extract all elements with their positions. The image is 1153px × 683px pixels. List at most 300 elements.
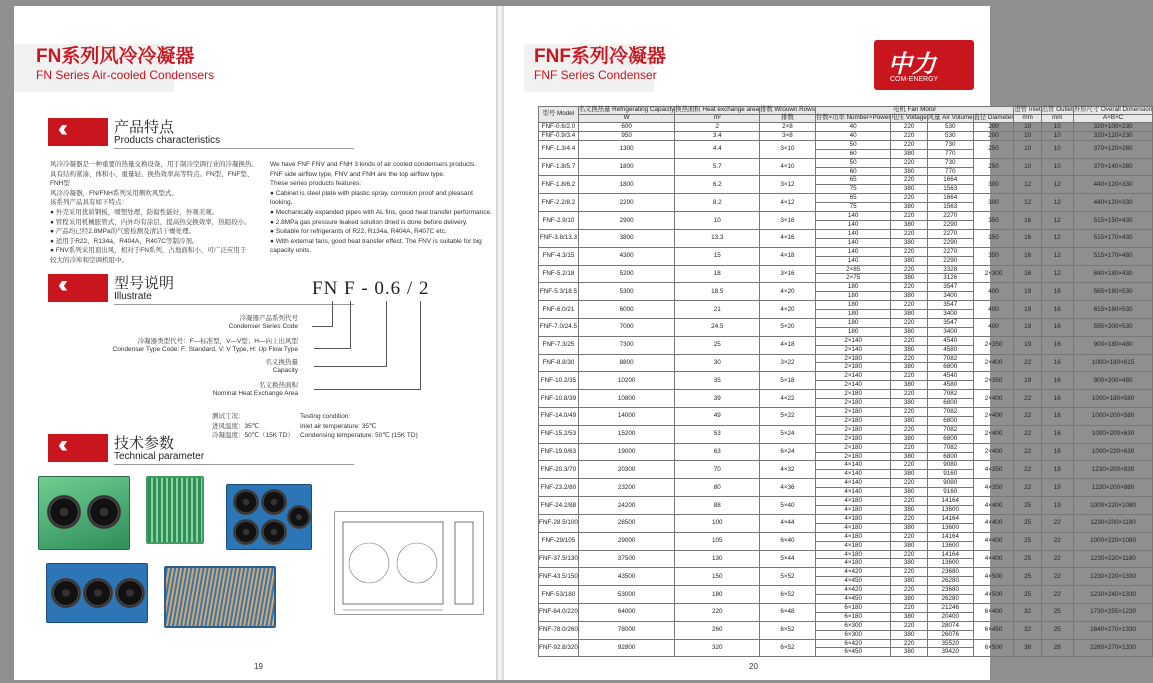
table-cell: 3×22 [760,354,816,372]
table-cell: 220 [891,479,927,488]
table-cell: 3800 [578,229,675,247]
table-cell: 25 [1041,621,1073,639]
table-cell: 220 [891,301,927,310]
table-row [539,390,1153,399]
table-cell: 4×180 [815,514,891,523]
table-cell: FNF-7.3/25 [539,336,579,354]
table-cell: 10200 [578,372,675,390]
table-cell: 220 [891,265,927,274]
table-row [539,372,1153,381]
table-cell: 1230×200×1180 [1073,514,1152,532]
annotation-series-code: 冷凝器产品系列代号 Condenser Series Code [228,315,298,330]
table-cell: 6800 [927,399,973,408]
table-row [539,621,1153,630]
table-cell: 32 [1014,603,1041,621]
table-cell: 88 [675,497,760,515]
table-cell: 380 [891,167,927,176]
table-cell: 25 [1014,568,1041,586]
table-cell: 5200 [578,265,675,283]
table-cell: 530 [927,131,973,140]
text-line: These series products features: [270,180,362,188]
table-row [539,479,1153,488]
table-cell: 15 [675,247,760,265]
table-cell: 100 [675,514,760,532]
right-page [504,6,1153,680]
table-cell: 380 [891,612,927,621]
table-cell: 1000×180×615 [1073,354,1152,372]
illustrate-title-cn: 型号说明 [114,275,175,292]
table-cell: 140 [815,238,891,247]
table-cell: 380 [891,523,927,532]
table-cell: 150 [675,568,760,586]
table-cell: 350 [973,229,1014,247]
table-cell: 22 [1014,461,1041,479]
table-cell: 4540 [927,336,973,345]
table-cell: 22 [1014,390,1041,408]
header-inlet: 进管 Inlet [1014,106,1041,114]
table-cell: 22 [1041,532,1073,550]
table-cell: 2×8 [760,123,816,132]
table-cell: 6×40 [760,532,816,550]
table-cell: 220 [891,229,927,238]
table-cell: 1230×220×1180 [1073,550,1152,568]
table-cell: 18.5 [675,283,760,301]
table-cell: 4×400 [973,497,1014,515]
table-cell: 16 [1041,425,1073,443]
table-row [539,532,1153,541]
table-cell: 5×20 [760,318,816,336]
table-cell: 2×180 [815,399,891,408]
table-cell: 6×500 [973,639,1014,657]
table-cell: 6×180 [815,603,891,612]
table-cell: 13600 [927,523,973,532]
table-cell: 220 [891,194,927,203]
table-cell: 250 [973,140,1014,158]
table-cell: 320×120×230 [1073,131,1152,140]
table-row [539,176,1153,185]
table-cell: 220 [891,532,927,541]
table-cell: 220 [891,336,927,345]
table-cell: 22 [1014,408,1041,426]
table-cell: 220 [891,408,927,417]
table-row [539,140,1153,149]
table-cell: 6×450 [815,648,891,657]
table-cell: 19 [1014,336,1041,354]
table-cell: 380 [891,488,927,497]
table-cell: 2×85 [815,265,891,274]
table-cell: 43500 [578,568,675,586]
table-cell: 4540 [927,372,973,381]
chevron-icon [48,118,108,146]
table-cell: 380 [891,238,927,247]
table-cell: 220 [891,639,927,648]
table-cell: 35520 [927,639,973,648]
table-row [539,301,1153,310]
table-cell: 10 [1041,131,1073,140]
table-cell: 29000 [578,532,675,550]
table-cell: 8.2 [675,194,760,212]
table-cell: 10 [1041,140,1073,158]
table-row [539,425,1153,434]
table-cell: 6800 [927,452,973,461]
table-row [539,336,1153,345]
table-cell: 22 [1041,568,1073,586]
table-cell: 60 [815,167,891,176]
table-cell: 6×400 [973,603,1014,621]
table-cell: 380 [891,541,927,550]
table-cell: 22 [1014,443,1041,461]
table-cell: 380 [891,327,927,336]
table-cell: FNF-15.2/53 [539,425,579,443]
table-cell: 23680 [927,568,973,577]
text-line: ● 产品均已经2.8MPa的气密检测及清洁干燥处理。 [50,228,196,236]
table-cell: 440×120×330 [1073,194,1152,212]
table-cell: 23680 [927,586,973,595]
table-cell: 380 [891,505,927,514]
table-cell: 4×450 [815,595,891,604]
table-cell: 220 [891,212,927,221]
table-cell: 180 [815,318,891,327]
table-cell: 20400 [927,612,973,621]
left-title-cn: FN系列风冷冷凝器 [36,46,195,67]
text-line: We have FNF FNV and FNH 3 kinds of air cooled condensers products. [270,161,477,168]
table-cell: 7082 [927,390,973,399]
spine-fold [496,6,504,680]
table-cell: 26076 [927,630,973,639]
table-cell: 2290 [927,220,973,229]
table-cell: 2×180 [815,443,891,452]
table-cell: 615×180×530 [1073,301,1152,319]
table-cell: 7082 [927,443,973,452]
condenser-photo-fins [164,566,276,628]
table-cell: 220 [891,140,927,149]
table-cell: FNF-1.8/6.2 [539,176,579,194]
table-cell: 380 [891,470,927,479]
table-cell: 4×350 [973,461,1014,479]
table-cell: 2×180 [815,390,891,399]
table-cell: 220 [891,550,927,559]
table-cell: 4×22 [760,390,816,408]
table-cell: 40 [815,123,891,132]
table-cell: 25 [1014,514,1041,532]
table-cell: 220 [891,176,927,185]
table-cell: 65 [815,194,891,203]
table-cell: 2×180 [815,416,891,425]
table-cell: 1300 [578,140,675,158]
text-line: ● Mechanically expanded pipes with AL fins, good heat transfer performance. [270,208,492,216]
table-cell: 4×450 [815,577,891,586]
table-cell: 140 [815,212,891,221]
table-cell: 180 [815,310,891,319]
table-cell: 2×400 [973,390,1014,408]
table-cell: 25 [1041,603,1073,621]
table-cell: 130 [675,550,760,568]
table-cell: 10 [1014,140,1041,158]
table-cell: 3×16 [760,212,816,230]
table-cell: 220 [675,603,760,621]
table-row [539,212,1153,221]
table-row [539,408,1153,417]
table-cell: 380 [891,149,927,158]
table-cell: 70 [675,461,760,479]
table-cell: 12 [1041,247,1073,265]
table-cell: 200 [973,131,1014,140]
table-cell: 32 [1014,621,1041,639]
table-cell: 180 [815,327,891,336]
table-cell: 2×180 [815,425,891,434]
table-cell: 5×44 [760,550,816,568]
table-cell: 4×20 [760,301,816,319]
table-cell: 2280×270×1330 [1073,639,1152,657]
table-cell: 6×48 [760,603,816,621]
table-cell: 35 [675,372,760,390]
table-cell: 4×180 [815,497,891,506]
table-cell: 4×180 [815,541,891,550]
table-cell: FNF-2.2/8.2 [539,194,579,212]
table-cell: 75 [815,203,891,212]
table-cell: 2290 [927,256,973,265]
table-cell: 5×22 [760,408,816,426]
table-cell: 4×140 [815,479,891,488]
text-line: 冷凝温度：50℃（15K TD） [212,432,294,440]
chevron-icon [48,434,108,462]
table-cell: 28500 [578,514,675,532]
table-cell: 28074 [927,621,973,630]
table-cell: 19000 [578,443,675,461]
table-cell: 380 [891,434,927,443]
table-cell: 50 [815,158,891,167]
table-row [539,568,1153,577]
right-title-en: FNF Series Condenser [534,68,657,82]
table-cell: 4×180 [815,559,891,568]
table-cell: FNF-53/180 [539,586,579,604]
table-cell: 3547 [927,301,973,310]
table-row [539,639,1153,648]
table-cell: 180 [815,283,891,292]
table-row [539,586,1153,595]
table-cell: 8800 [578,354,675,372]
table-cell: 39 [675,390,760,408]
table-cell: FNF-8.8/30 [539,354,579,372]
table-cell: 16 [1014,247,1041,265]
table-cell: 65 [815,176,891,185]
table-cell: 2×350 [973,372,1014,390]
table-cell: 6×24 [760,443,816,461]
table-cell: 140 [815,247,891,256]
table-cell: 140 [815,229,891,238]
table-cell: 220 [891,425,927,434]
text-line: 较大的冷库和空调机组中。 [50,256,128,264]
table-cell: 7082 [927,408,973,417]
text-line: ● Cabinet is steel plate with plastic spray, corrosion proof and pleasant looking. [270,189,473,207]
table-cell: 12 [1014,176,1041,194]
table-cell: 380 [891,381,927,390]
header-capacity: 名义换热量 Refrigerating Capacity [578,106,675,114]
table-cell: FNF-5.2/18 [539,265,579,283]
table-cell: 2×400 [973,425,1014,443]
table-cell: 380 [891,363,927,372]
text-line: Testing condition: [300,413,351,420]
table-cell: 19 [1014,372,1041,390]
table-cell: 4×420 [815,586,891,595]
table-cell: 5×24 [760,425,816,443]
chevron-icon [48,274,108,302]
table-cell: 380 [891,274,927,283]
table-cell: 4×400 [973,550,1014,568]
table-cell: 16 [1041,408,1073,426]
table-cell: 2×180 [815,452,891,461]
table-cell: FNF-1.8/5.7 [539,158,579,176]
table-cell: 1230×220×1330 [1073,568,1152,586]
text-line: 风冷冷凝器是一种重要的热量交换设备，用于制冷空调行业的冷凝换热。 [50,161,258,168]
table-cell: 380 [891,220,927,229]
table-cell: 13.3 [675,229,760,247]
table-cell: 12 [1041,229,1073,247]
table-cell: 6×450 [973,621,1014,639]
table-cell: 1000×180×580 [1073,390,1152,408]
table-cell: 4×180 [815,550,891,559]
table-cell: 3547 [927,283,973,292]
table-cell: 5×40 [760,497,816,515]
table-cell: 2×180 [815,354,891,363]
table-cell: 565×180×530 [1073,283,1152,301]
table-cell: 220 [891,603,927,612]
table-cell: 64000 [578,603,675,621]
table-cell: 26280 [927,577,973,586]
header-rows: 排数 Wrouwn Rows [760,106,815,114]
header-motor: 电机 Fan Motor [815,107,1014,115]
header-model: 型号 Model [539,107,579,123]
table-cell: 380 [891,399,927,408]
table-cell: 2200 [578,194,675,212]
table-row [539,265,1153,274]
com-energy-logo: 中力 COM-ENERGY [874,40,974,90]
table-cell: 380 [891,595,927,604]
text-line: ● 适用于R22、R134a、R404A、R407C等制冷剂。 [50,237,199,245]
table-cell: 380 [891,203,927,212]
table-cell: 16 [1041,443,1073,461]
table-cell: 2×350 [973,336,1014,354]
table-cell: 515×150×430 [1073,212,1152,230]
table-cell: 2270 [927,229,973,238]
table-cell: 19 [1014,318,1041,336]
table-cell: 3×12 [760,176,816,194]
table-cell: 2270 [927,212,973,221]
table-row [539,318,1153,327]
condenser-photo-blue-2 [46,563,148,623]
table-cell: 2270 [927,247,973,256]
table-cell: 75 [815,185,891,194]
table-cell: FNF-0.9/3.4 [539,131,579,140]
table-cell: FNF-10.8/39 [539,390,579,408]
table-cell: FNF-78.0/260 [539,621,579,639]
table-cell: 4580 [927,381,973,390]
text-line: ● Suitable for refrigerants of R22, R134a, R404A, R407C etc. [270,228,447,236]
condenser-photo-blue-1 [226,484,312,550]
table-cell: 4×16 [760,229,816,247]
table-row [539,158,1153,167]
condenser-dimension-drawing [334,511,484,615]
left-page [14,6,496,680]
table-cell: 6×300 [815,621,891,630]
table-cell: 12 [1041,194,1073,212]
table-cell: 10800 [578,390,675,408]
table-cell: 22 [1041,514,1073,532]
table-cell: 1000×220×1080 [1073,497,1152,515]
text-line: Condensing temperature: 50℃ (15K TD) [300,432,418,440]
table-cell: 22 [1041,586,1073,604]
table-cell: 4300 [578,247,675,265]
table-cell: 28 [1041,639,1073,657]
table-cell: 2 [675,123,760,132]
table-cell: 600 [578,123,675,132]
table-cell: 6×300 [815,630,891,639]
table-cell: 220 [891,354,927,363]
text-line: 具有结构紧凑、体积小、重量轻、换热效率高等特点。FN型、FNF型、FNH型 [50,170,254,188]
annotation-capacity: 名义换热量 Capacity [265,359,298,374]
table-cell: 25 [1014,497,1041,515]
table-row [539,354,1153,363]
table-cell: 350 [973,247,1014,265]
table-cell: 3328 [927,265,973,274]
table-cell: 3×16 [760,265,816,283]
table-cell: 220 [891,621,927,630]
table-cell: 180 [675,586,760,604]
table-row [539,550,1153,559]
table-cell: 16 [1041,301,1073,319]
table-row [539,514,1153,523]
table-cell: 200 [973,123,1014,132]
table-cell: 2×180 [815,408,891,417]
table-cell: 2×180 [815,434,891,443]
table-row [539,497,1153,506]
table-cell: 4×18 [760,247,816,265]
table-cell: 380 [891,256,927,265]
table-cell: 16 [1014,265,1041,283]
table-cell: 220 [891,461,927,470]
features-title-cn: 产品特点 [114,119,175,136]
table-cell: 10 [1041,123,1073,132]
table-cell: 7000 [578,318,675,336]
table-cell: 3547 [927,318,973,327]
table-cell: 24200 [578,497,675,515]
right-title-cn: FNF系列冷凝器 [534,46,666,67]
table-cell: 380 [891,310,927,319]
table-cell: 3400 [927,292,973,301]
table-cell: 370×140×280 [1073,158,1152,176]
table-cell: 10 [1041,158,1073,176]
table-cell: 220 [891,247,927,256]
table-cell: 5300 [578,283,675,301]
table-row [539,194,1153,203]
table-cell: 320 [675,639,760,657]
table-cell: 4×180 [815,532,891,541]
table-cell: 400 [973,301,1014,319]
table-cell: 220 [891,131,927,140]
table-cell: 2×300 [973,265,1014,283]
table-cell: 380 [891,630,927,639]
table-cell: 2×140 [815,336,891,345]
table-cell: 22 [1041,550,1073,568]
table-cell: 300 [973,194,1014,212]
table-cell: 53000 [578,586,675,604]
table-cell: 39420 [927,648,973,657]
table-cell: 4×350 [973,479,1014,497]
table-cell: 6800 [927,434,973,443]
table-cell: 220 [891,372,927,381]
table-cell: 2900 [578,212,675,230]
text-line: 该系列产品具有如下特点： [50,199,128,207]
